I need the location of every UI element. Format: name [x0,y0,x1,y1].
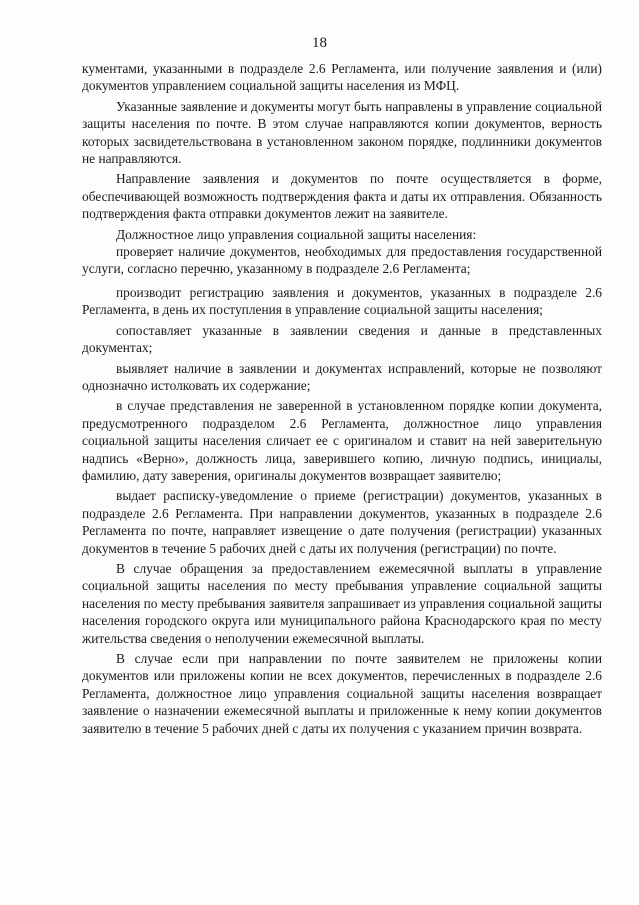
paragraph-return-documents: В случае если при направлении по почте заявителем не приложены копии документов или приложены копии не всех документов, перечисленных в подразделе 2.6 Регламента, должностное лицо управления социальной защиты населения возвращает заявление о назначении ежемесячной выплаты и приложенные к нему копии документов заявителю в течение 5 рабочих дней с даты их получения с указанием причин возврата. [82,651,602,736]
paragraph-duty-detect-corrections: выявляет наличие в заявлении и документах исправлений, которые не позволяют однозначно истолковать их содержание; [82,360,602,393]
paragraph-mail-submission: Указанные заявление и документы могут быть направлены в управление социальной защиты населения по почте. В этом случае направляются копии документов, верность которых засвидетельствована в установленном законом порядке, подлинники документов не направляются. [82,98,602,167]
paragraph-duty-issue-receipt: выдает расписку-уведомление о приеме (регистрации) документов, указанных в подразделе 2.6 Регламента. При направлении документов, указанных в подразделе 2.6 Регламента по почте, направляет извещение о дате получения (регистрации) указанных документов в течение 5 рабочих дней с даты их получения (регистрации) по почте. [82,488,602,556]
paragraph-duty-check-documents: проверяет наличие документов, необходимых для предоставления государственной услуги, согласно перечню, указанному в подразделе 2.6 Регламента; [82,244,602,277]
paragraph-duty-register: производит регистрацию заявления и документов, указанных в подразделе 2.6 Регламента, в день их поступления в управление социальной защиты населения; [82,284,602,318]
document-body [82,60,602,737]
paragraph-official-duties-intro: Должностное лицо управления социальной защиты населения: [116,226,477,242]
page-number: 18 [312,35,327,51]
paragraph-duty-certify-copy: в случае представления не заверенной в установленном порядке копии документа, предусмотренного подразделом 2.6 Регламента, должностное лицо управления социальной защиты населения сличает ее с оригиналом и ставит на ней заверительную надпись «Верно», должность лица, заверившего копию, личную подпись, инициалы, фамилию, дату заверения, оригиналы документов возвращает заявителю; [82,398,602,483]
paragraph-continuation: кументами, указанными в подразделе 2.6 Регламента, или получение заявления и (или) документов управлением социальной защиты населения из МФЦ. [82,61,602,94]
paragraph-place-of-stay: В случае обращения за предоставлением ежемесячной выплаты в управление социальной защиты населения по месту пребывания управление социальной защиты населения по месту пребывания заявителя запрашивает из управления социальной защиты населения городского округа или муниципального района Краснодарского края по месту жительства сведения о неполучении ежемесячной выплаты. [82,560,602,646]
paragraph-duty-compare: сопоставляет указанные в заявлении сведения и данные в представленных документах; [82,322,602,356]
paragraph-mail-form: Направление заявления и документов по почте осуществляется в форме, обеспечивающей возможность подтверждения факта и даты их отправления. Обязанность подтверждения факта отправки документов лежит на заявителе. [82,171,602,222]
